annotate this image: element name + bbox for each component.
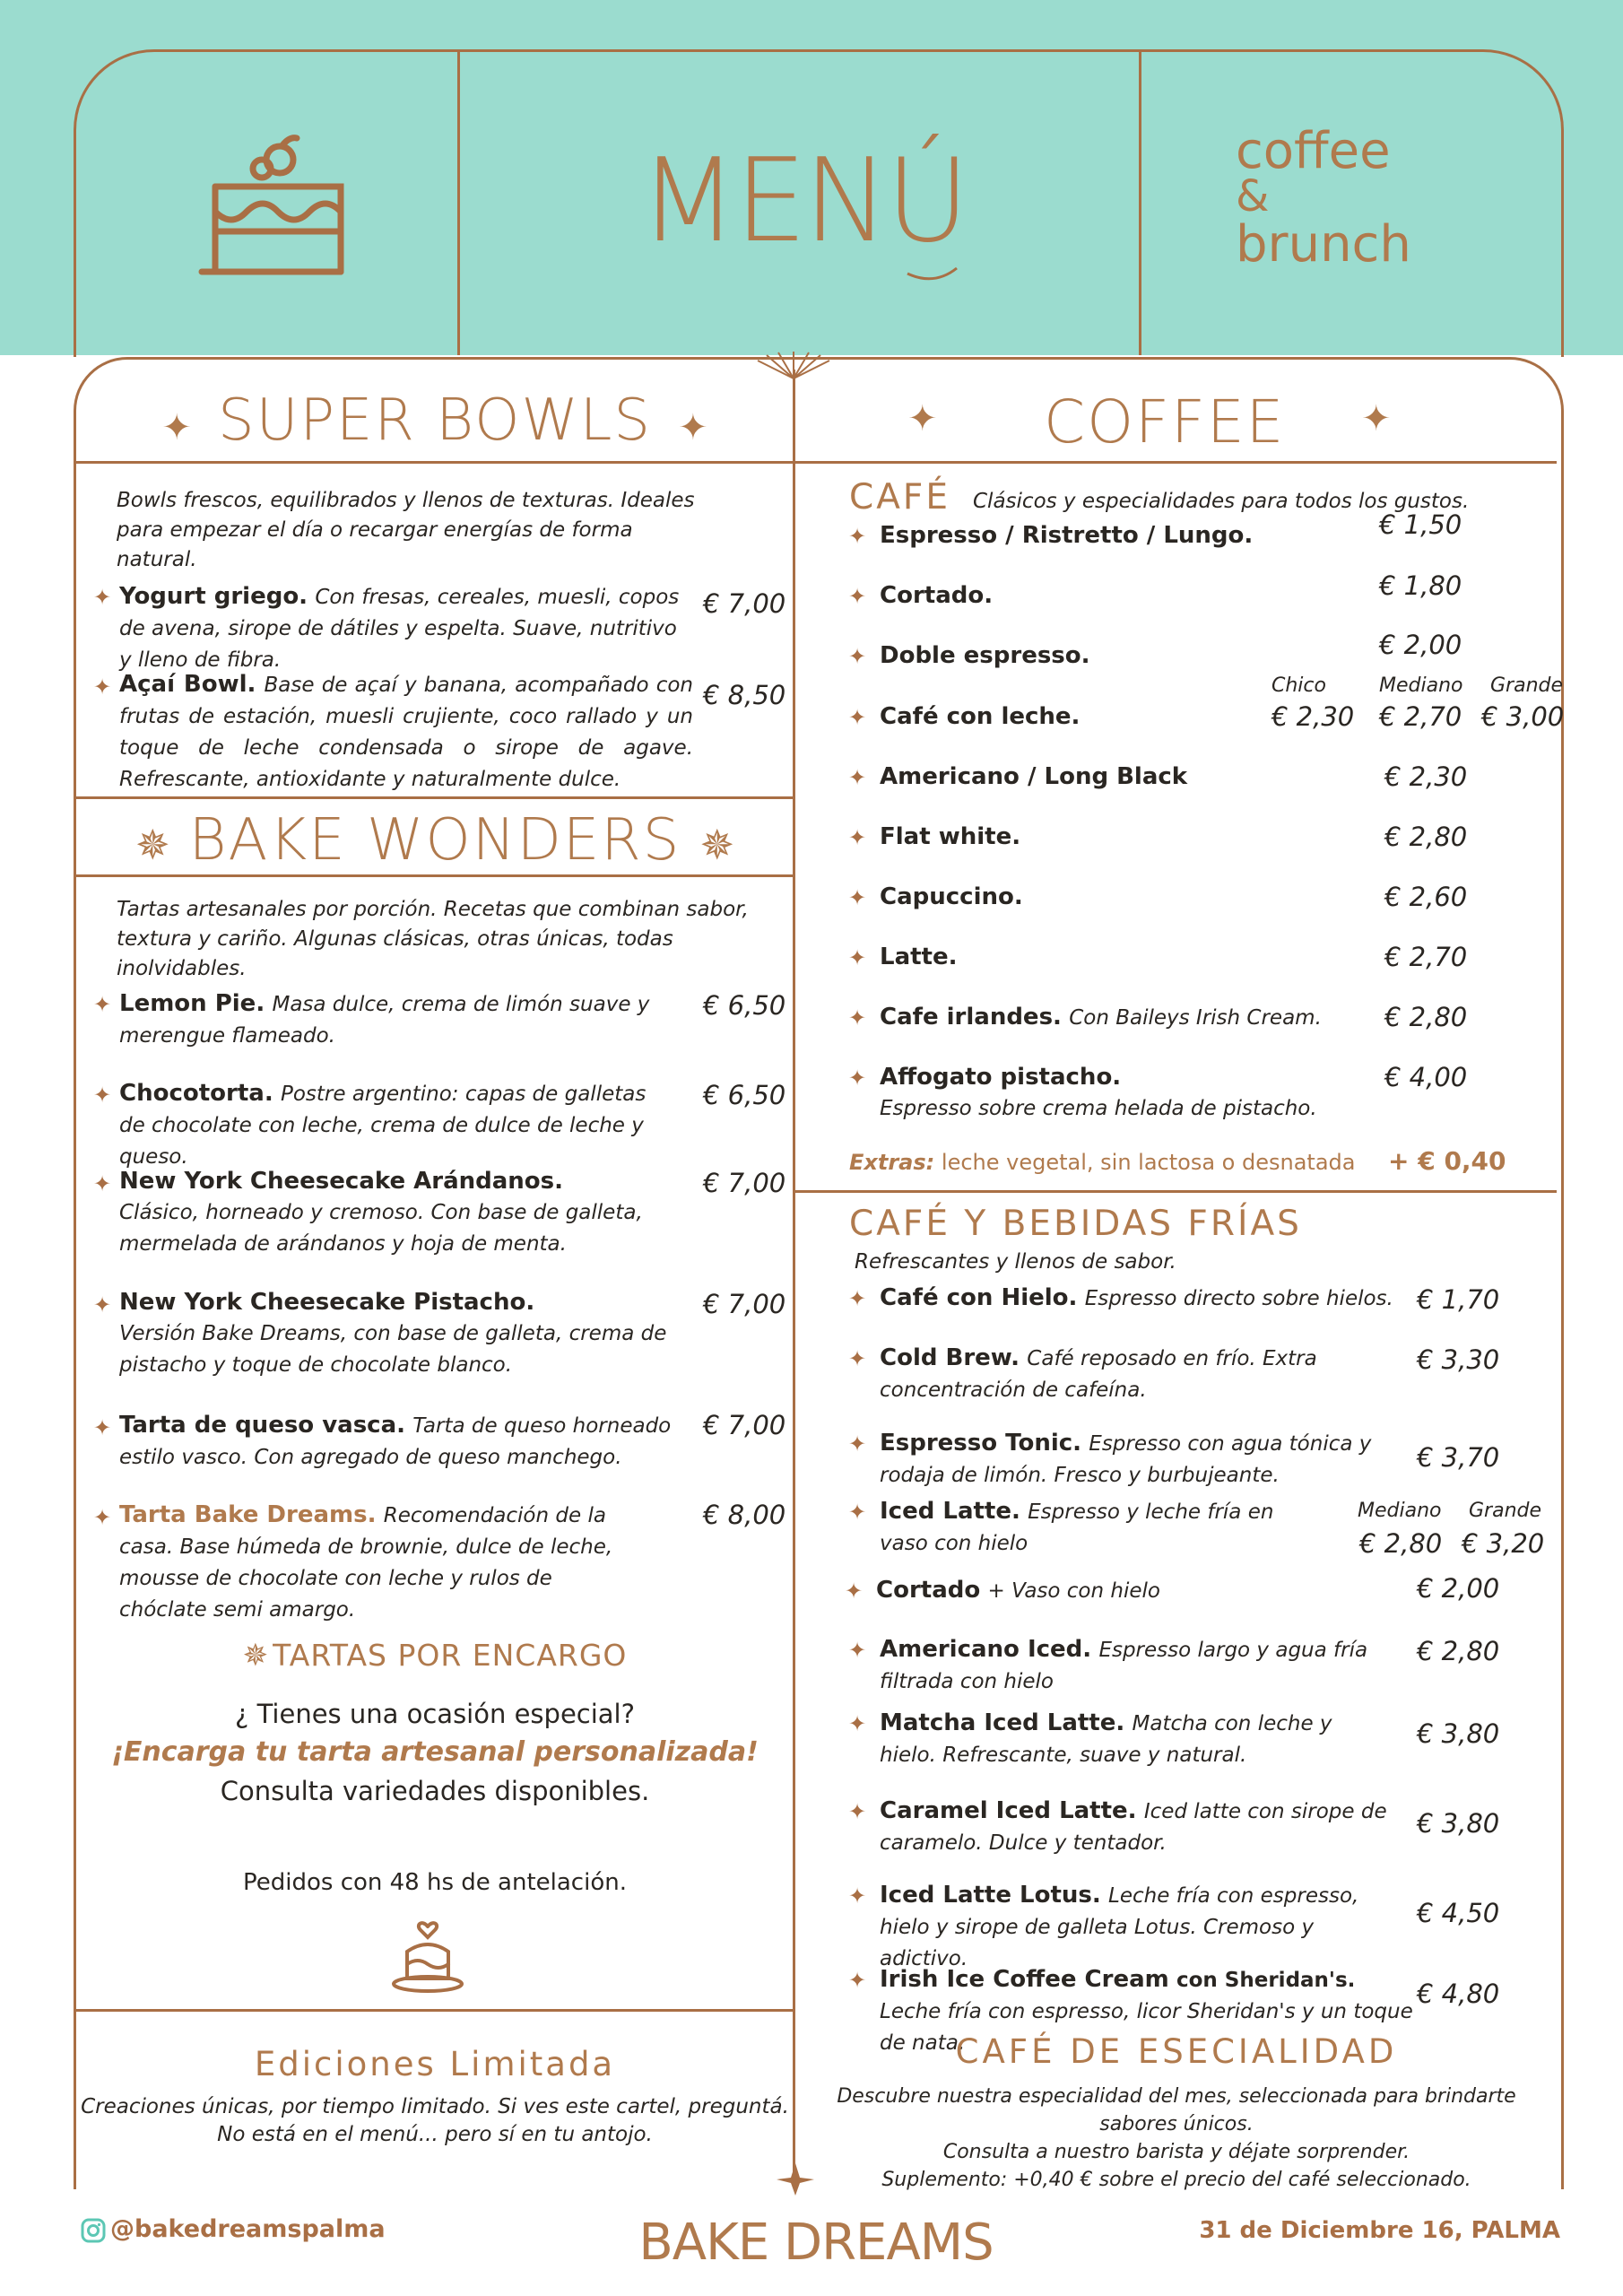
menu-item: Affogato pistacho. Espresso sobre crema helada de pistacho. [880, 1064, 1317, 1120]
menu-item: Cafe irlandes. Con Baileys Irish Cream. [880, 1004, 1322, 1031]
item-price: € 2,60 [1384, 882, 1468, 912]
menu-item: Americano / Long Black [880, 763, 1188, 790]
item-price-grande: € 3,20 [1462, 1528, 1545, 1559]
menu-item: Flat white. [880, 823, 1021, 850]
item-price: € 3,70 [1417, 1442, 1500, 1473]
sparkle-icon: ✦ [848, 1711, 867, 1736]
item-price: € 3,30 [1417, 1344, 1500, 1375]
encargo-line1: ¿ Tienes una ocasión especial? [234, 1699, 636, 1729]
cafe-intro: Clásicos y especialidades para todos los gustos. [973, 490, 1470, 513]
item-price-chico: € 2,30 [1271, 701, 1355, 732]
sparkle-icon: ✦ [93, 1415, 112, 1440]
menu-item: Latte. [880, 944, 958, 970]
frias-title: CAFÉ Y BEBIDAS FRÍAS [849, 1204, 1302, 1244]
bake-wonders-intro: Tartas artesanales por porción. Recetas que combinan sabor, textura y cariño. Algunas clásicas, otras únicas, todas inolvidables. [117, 898, 749, 980]
sparkle-icon: ✦ [848, 644, 867, 669]
bake-bottom-rule [75, 874, 794, 877]
item-price: € 8,00 [703, 1500, 786, 1530]
sparkle-icon: ✦ [93, 1083, 112, 1108]
sparkle-icon: ✦ [93, 1505, 112, 1530]
item-price: € 2,80 [1417, 1636, 1500, 1666]
sparkle-icon: ✦ [848, 1431, 867, 1457]
menu-item: Espresso Tonic. Espresso con agua tónica y rodaja de limón. Fresco y burbujeante. [880, 1430, 1372, 1487]
menu-item: Capuccino. [880, 883, 1023, 910]
menu-item: Café con leche. [880, 703, 1081, 730]
item-price: € 1,50 [1379, 509, 1462, 540]
sparkle-icon: ✦ [848, 765, 867, 790]
header-divider-left [457, 50, 460, 355]
encargo-line3: Consulta variedades disponibles. [220, 1776, 650, 1806]
sparkle-icon: ✦ [848, 524, 867, 549]
sparkle-icon: ✦ [848, 1065, 867, 1091]
item-price: € 2,30 [1384, 761, 1468, 792]
sparkle-icon: ✦ [161, 407, 192, 448]
item-price: € 2,80 [1384, 822, 1468, 852]
item-price: € 6,50 [703, 1080, 786, 1110]
super-bowls-intro: Bowls frescos, equilibrados y llenos de texturas. Ideales para empezar el día o recargar energías de forma natural. [117, 489, 695, 571]
item-price: € 2,00 [1379, 630, 1462, 660]
especialidad-line3: Consulta a nuestro barista y déjate sorprender. [942, 2141, 1410, 2163]
bake-top-rule [75, 796, 794, 799]
menu-title-swash [906, 265, 959, 286]
item-price-mediano: € 2,80 [1359, 1528, 1443, 1559]
menu-item: Cortado + Vaso con hielo [876, 1577, 1160, 1604]
sparkle-icon: ✦ [848, 1346, 867, 1371]
ampersand-text: & [1236, 171, 1270, 222]
menu-title: MENÚ [638, 135, 967, 268]
item-price: € 2,70 [1384, 942, 1468, 972]
item-price: € 7,00 [703, 1168, 786, 1198]
sparkle-icon: ✦ [848, 584, 867, 609]
menu-item: Matcha Iced Latte. Matcha con leche y hielo. Refrescante, suave y natural. [880, 1709, 1332, 1767]
sparkle-icon: ✦ [848, 1286, 867, 1311]
extras-price: + € 0,40 [1388, 1146, 1506, 1176]
especialidad-line2: sabores únicos. [1099, 2113, 1254, 2135]
menu-item: New York Cheesecake Arándanos. Clásico, horneado y cremoso. Con base de galleta, mermelada de arándanos y hoja de menta. [119, 1168, 643, 1256]
ediciones-top-rule [75, 2009, 794, 2012]
encargo-line2: ¡Encarga tu tarta artesanal personalizada! [111, 1736, 759, 1768]
ediciones-line2: No está en el menú... pero sí en tu antojo. [217, 2123, 653, 2146]
sparkle-icon: ✦ [1361, 398, 1392, 439]
menu-item: Tarta Bake Dreams. Recomendación de la casa. Base húmeda de brownie, dulce de leche, mousse de chocolate con leche y rulos de chóclate semi amargo. [119, 1501, 613, 1622]
especialidad-line1: Descubre nuestra especialidad del mes, seleccionada para brindarte [837, 2085, 1516, 2108]
super-bowls-title: SUPER BOWLS [217, 387, 653, 454]
starburst-icon: ✵ [135, 821, 170, 869]
especialidad-title: CAFÉ DE ESECIALIDAD [955, 2032, 1398, 2071]
menu-item: Iced Latte Lotus. Leche fría con espresso, hielo y sirope de galleta Lotus. Cremoso y adictivo. [880, 1882, 1359, 1970]
brunch-text: brunch [1236, 215, 1411, 274]
menu-item: Irish Ice Coffee Cream con Sheridan's. Leche fría con espresso, licor Sheridan's y un toque de nata. [880, 1966, 1413, 2055]
menu-item: Iced Latte. Espresso y leche fría en vaso con hielo [880, 1498, 1274, 1555]
menu-item: Espresso / Ristretto / Lungo. [880, 522, 1254, 549]
super-bowls-heading [75, 387, 794, 454]
sparkle-icon: ✦ [93, 1292, 112, 1318]
bake-wonders-title: BAKE WONDERS [188, 807, 681, 874]
brand-logo: BAKE DREAMS [638, 2213, 994, 2272]
menu-item: Doble espresso. [880, 642, 1090, 669]
item-price: € 2,00 [1417, 1573, 1500, 1604]
menu-item: Tarta de queso vasca. Tarta de queso horneado estilo vasco. Con agregado de queso manchego. [119, 1412, 672, 1469]
coffee-title: COFFEE [1044, 387, 1286, 457]
size-label: Chico [1271, 674, 1326, 697]
menu-item: Lemon Pie. Masa dulce, crema de limón suave y merengue flameado. [119, 990, 650, 1048]
item-price: € 7,00 [703, 1289, 786, 1319]
instagram-icon [81, 2218, 106, 2243]
item-price: € 1,70 [1417, 1284, 1500, 1315]
item-price: € 4,50 [1417, 1898, 1500, 1928]
small-cake-icon [387, 1918, 468, 1998]
size-label: Grande [1469, 1500, 1542, 1522]
sparkle-icon: ✦ [848, 1638, 867, 1663]
menu-item: New York Cheesecake Pistacho. Versión Bake Dreams, con base de galleta, crema de pistacho y toque de chocolate blanco. [119, 1289, 667, 1377]
item-price-grande: € 3,00 [1481, 701, 1565, 732]
item-price: € 4,80 [1417, 1979, 1500, 2009]
sparkle-icon: ✦ [848, 1799, 867, 1824]
sparkle-icon: ✦ [678, 407, 708, 448]
extras-line: Extras: leche vegetal, sin lactosa o desnatada [849, 1150, 1356, 1175]
size-label: Mediano [1358, 1500, 1442, 1522]
ediciones-title: Ediciones Limitada [254, 2045, 616, 2083]
menu-item: Americano Iced. Espresso largo y agua fría filtrada con hielo [880, 1636, 1368, 1693]
sparkle-icon: ✦ [848, 885, 867, 910]
sparkle-icon: ✦ [848, 705, 867, 730]
menu-item: Yogurt griego. Con fresas, cereales, muesli, copos de avena, sirope de dátiles y espelta. Suave, nutritivo y lleno de fibra. [119, 583, 680, 672]
sparkle-icon: ✦ [848, 1005, 867, 1031]
cafe-label: CAFÉ [849, 477, 950, 517]
item-price: € 6,50 [703, 990, 786, 1021]
encargo-title: TARTAS POR ENCARGO [273, 1638, 628, 1673]
sparkle-icon: ✦ [907, 398, 938, 439]
sunburst-ornament [753, 352, 834, 387]
instagram-handle[interactable]: @bakedreamspalma [110, 2215, 386, 2243]
cake-icon [197, 133, 345, 281]
size-label: Grande [1490, 674, 1564, 697]
bake-wonders-heading [75, 807, 794, 874]
sparkle-icon: ✦ [93, 585, 112, 610]
item-price: € 7,00 [703, 588, 786, 619]
menu-item: Açaí Bowl. Base de açaí y banana, acompañado con frutas de estación, muesli crujiente, coco rallado y un toque de leche condensada o sirope de agave. Refrescante, antioxidante y naturalmente dulce. [119, 671, 694, 791]
menu-item: Café con Hielo. Espresso directo sobre hielos. [880, 1284, 1393, 1311]
encargo-heading [75, 1638, 794, 1674]
item-price: € 3,80 [1417, 1718, 1500, 1749]
coffee-text: coffee [1236, 122, 1391, 180]
sparkle-icon: ✦ [848, 825, 867, 850]
sparkle-icon: ✦ [848, 945, 867, 970]
sparkle-icon: ✦ [845, 1578, 864, 1604]
sparkle-icon: ✦ [848, 1883, 867, 1909]
sparkle-icon: ✦ [93, 992, 112, 1017]
heading-rule [75, 461, 1557, 464]
address: 31 de Diciembre 16, PALMA [1199, 2217, 1560, 2244]
frias-intro: Refrescantes y llenos de sabor. [855, 1250, 1176, 1274]
menu-item: Cold Brew. Café reposado en frío. Extra concentración de cafeína. [880, 1344, 1317, 1402]
item-price: € 7,00 [703, 1410, 786, 1440]
menu-item: Chocotorta. Postre argentino: capas de galletas de chocolate con leche, crema de dulce de leche y queso. [119, 1080, 647, 1169]
frias-top-rule [794, 1190, 1557, 1193]
menu-item: Cortado. [880, 582, 994, 609]
center-divider [793, 370, 795, 2181]
item-price: € 4,00 [1384, 1062, 1468, 1092]
menu-item: Caramel Iced Latte. Iced latte con sirope de caramelo. Dulce y tentador. [880, 1797, 1387, 1855]
item-price: € 8,50 [703, 680, 786, 710]
item-price: € 3,80 [1417, 1808, 1500, 1839]
item-price-mediano: € 2,70 [1379, 701, 1462, 732]
sparkle-icon: ✦ [93, 1171, 112, 1196]
ediciones-line1: Creaciones únicas, por tiempo limitado. Si ves este cartel, preguntá. [81, 2095, 789, 2118]
size-label: Mediano [1379, 674, 1463, 697]
starburst-icon: ✵ [242, 1638, 269, 1674]
sparkle-icon: ✦ [848, 1500, 867, 1525]
item-price: € 1,80 [1379, 570, 1462, 601]
encargo-line4: Pedidos con 48 hs de antelación. [243, 1869, 627, 1896]
starburst-icon: ✵ [699, 821, 735, 869]
sparkle-icon: ✦ [848, 1968, 867, 1993]
especialidad-line4: Suplemento: +0,40 € sobre el precio del café seleccionado. [881, 2169, 1471, 2191]
item-price: € 2,80 [1384, 1002, 1468, 1032]
header-divider-right [1139, 50, 1141, 355]
sparkle-icon: ✦ [93, 674, 112, 700]
